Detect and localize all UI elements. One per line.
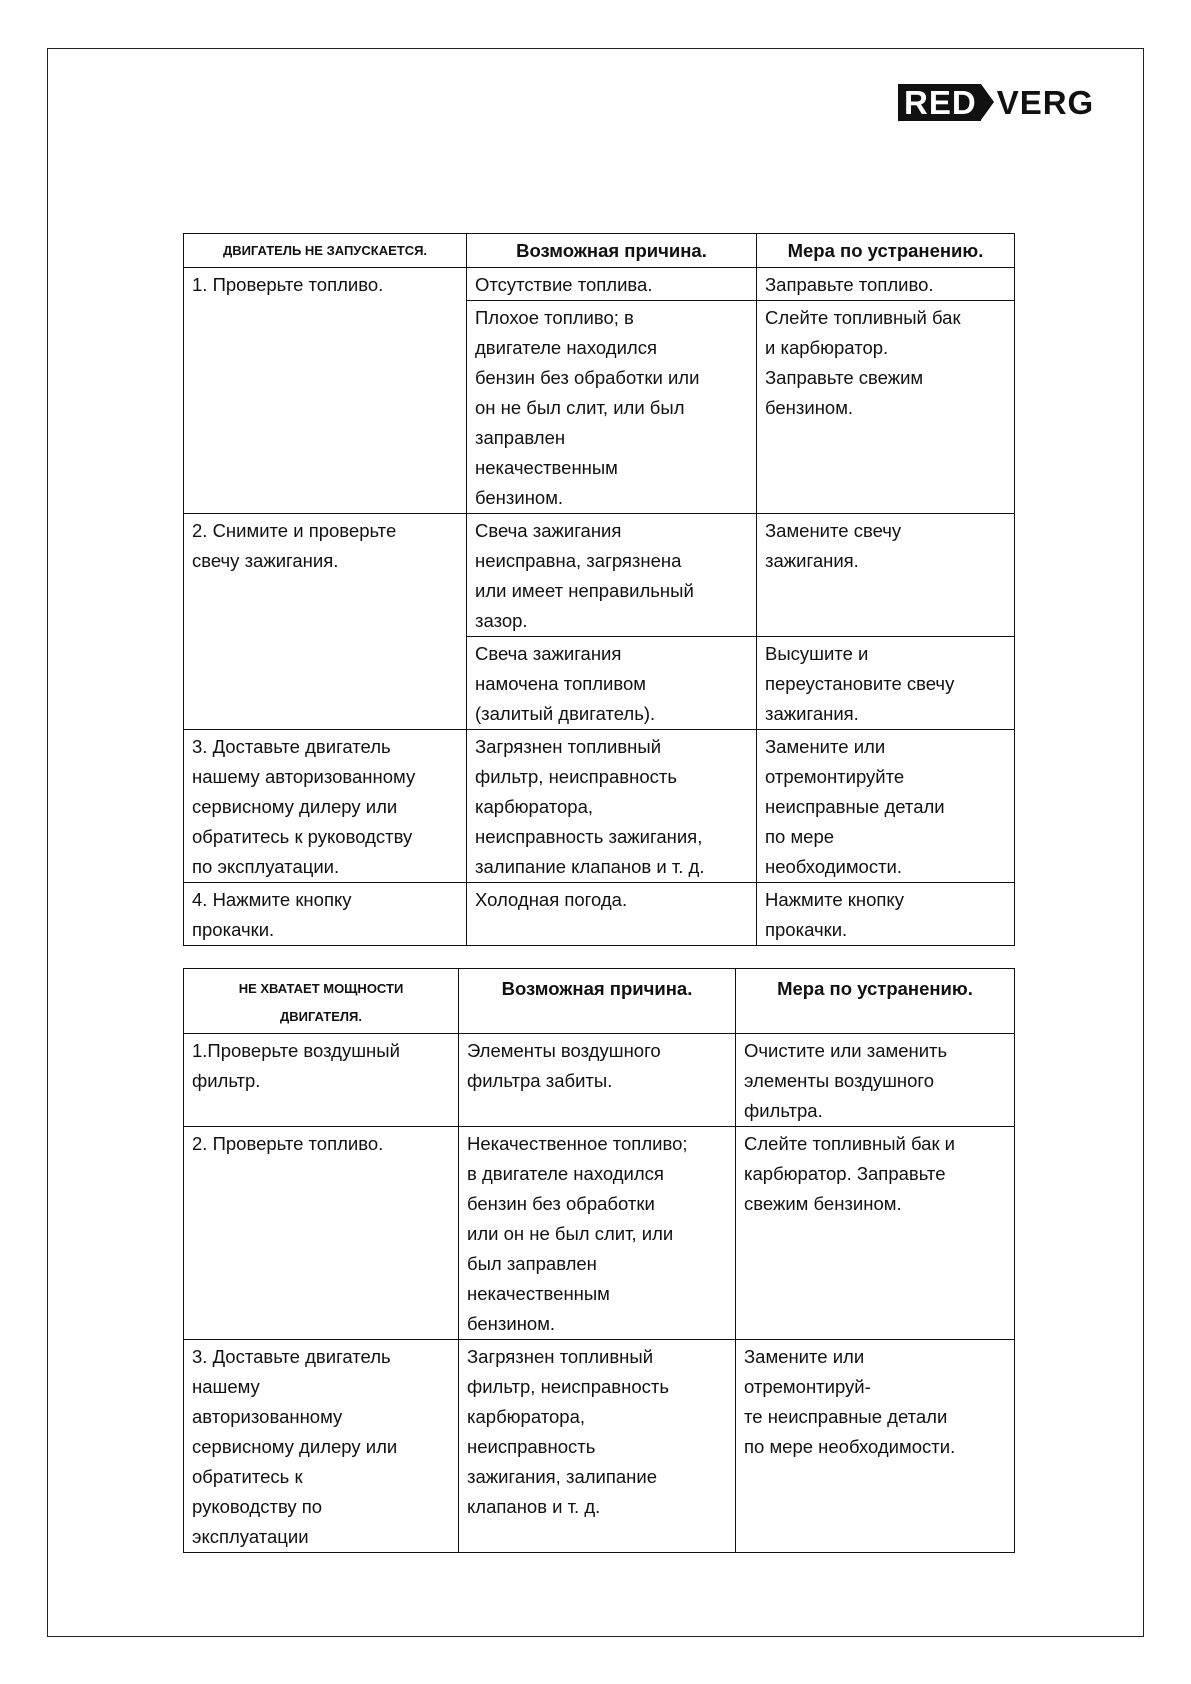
check-cell: 3. Доставьте двигатель нашему авторизованному сервисному дилеру или обратитесь к руководству по эксплуатации. bbox=[184, 730, 467, 883]
redverg-logo bbox=[898, 84, 1094, 121]
cause-cell: Элементы воздушного фильтра забиты. bbox=[459, 1034, 736, 1127]
table-engine-not-starting bbox=[183, 233, 1015, 946]
column-header-problem: НЕ ХВАТАЕТ МОЩНОСТИ ДВИГАТЕЛЯ. bbox=[184, 969, 459, 1034]
remedy-cell: Заправьте топливо. bbox=[757, 268, 1015, 301]
cause-cell: Свеча зажигания намочена топливом (залитый двигатель). bbox=[467, 637, 757, 730]
cause-cell: Плохое топливо; в двигателе находился бензин без обработки или он не был слит, или был заправлен некачественным бензином. bbox=[467, 301, 757, 514]
table-row bbox=[184, 514, 1015, 637]
remedy-cell: Замените или отремонтируйте неисправные детали по мере необходимости. bbox=[757, 730, 1015, 883]
cause-cell: Холодная погода. bbox=[467, 883, 757, 946]
cause-cell: Загрязнен топливный фильтр, неисправность карбюратора, неисправность зажигания, залипание клапанов и т. д. bbox=[459, 1340, 736, 1553]
table-insufficient-power bbox=[183, 968, 1015, 1553]
check-cell: 1.Проверьте воздушный фильтр. bbox=[184, 1034, 459, 1127]
table-row bbox=[184, 883, 1015, 946]
column-header-remedy: Мера по устранению. bbox=[736, 969, 1015, 1034]
check-cell: 2. Снимите и проверьте свечу зажигания. bbox=[184, 514, 467, 730]
column-header-problem: ДВИГАТЕЛЬ НЕ ЗАПУСКАЕТСЯ. bbox=[184, 234, 467, 268]
remedy-cell: Очистите или заменить элементы воздушного фильтра. bbox=[736, 1034, 1015, 1127]
cause-cell: Загрязнен топливный фильтр, неисправность карбюратора, неисправность зажигания, залипание клапанов и т. д. bbox=[467, 730, 757, 883]
table-row bbox=[184, 1034, 1015, 1127]
cause-cell: Некачественное топливо; в двигателе находился бензин без обработки или он не был слит, или был заправлен некачественным бензином. bbox=[459, 1127, 736, 1340]
check-cell: 1. Проверьте топливо. bbox=[184, 268, 467, 514]
table-header-row bbox=[184, 234, 1015, 268]
table-row bbox=[184, 730, 1015, 883]
table-row bbox=[184, 268, 1015, 301]
table-header-row bbox=[184, 969, 1015, 1034]
column-header-cause: Возможная причина. bbox=[467, 234, 757, 268]
check-cell: 2. Проверьте топливо. bbox=[184, 1127, 459, 1340]
remedy-cell: Слейте топливный бак и карбюратор. Заправьте свежим бензином. bbox=[757, 301, 1015, 514]
column-header-remedy: Мера по устранению. bbox=[757, 234, 1015, 268]
table-row bbox=[184, 1127, 1015, 1340]
check-cell: 4. Нажмите кнопку прокачки. bbox=[184, 883, 467, 946]
remedy-cell: Слейте топливный бак и карбюратор. Заправьте свежим бензином. bbox=[736, 1127, 1015, 1340]
cause-cell: Отсутствие топлива. bbox=[467, 268, 757, 301]
remedy-cell: Высушите и переустановите свечу зажигания. bbox=[757, 637, 1015, 730]
table-row bbox=[184, 1340, 1015, 1553]
remedy-cell: Замените или отремонтируй- те неисправные детали по мере необходимости. bbox=[736, 1340, 1015, 1553]
logo-verg-part: VERG bbox=[996, 83, 1095, 121]
check-cell: 3. Доставьте двигатель нашему авторизованному сервисному дилеру или обратитесь к руководству по эксплуатации bbox=[184, 1340, 459, 1553]
remedy-cell: Замените свечу зажигания. bbox=[757, 514, 1015, 637]
column-header-cause: Возможная причина. bbox=[459, 969, 736, 1034]
remedy-cell: Нажмите кнопку прокачки. bbox=[757, 883, 1015, 946]
cause-cell: Свеча зажигания неисправна, загрязнена или имеет неправильный зазор. bbox=[467, 514, 757, 637]
logo-red-part: RED bbox=[898, 84, 981, 121]
